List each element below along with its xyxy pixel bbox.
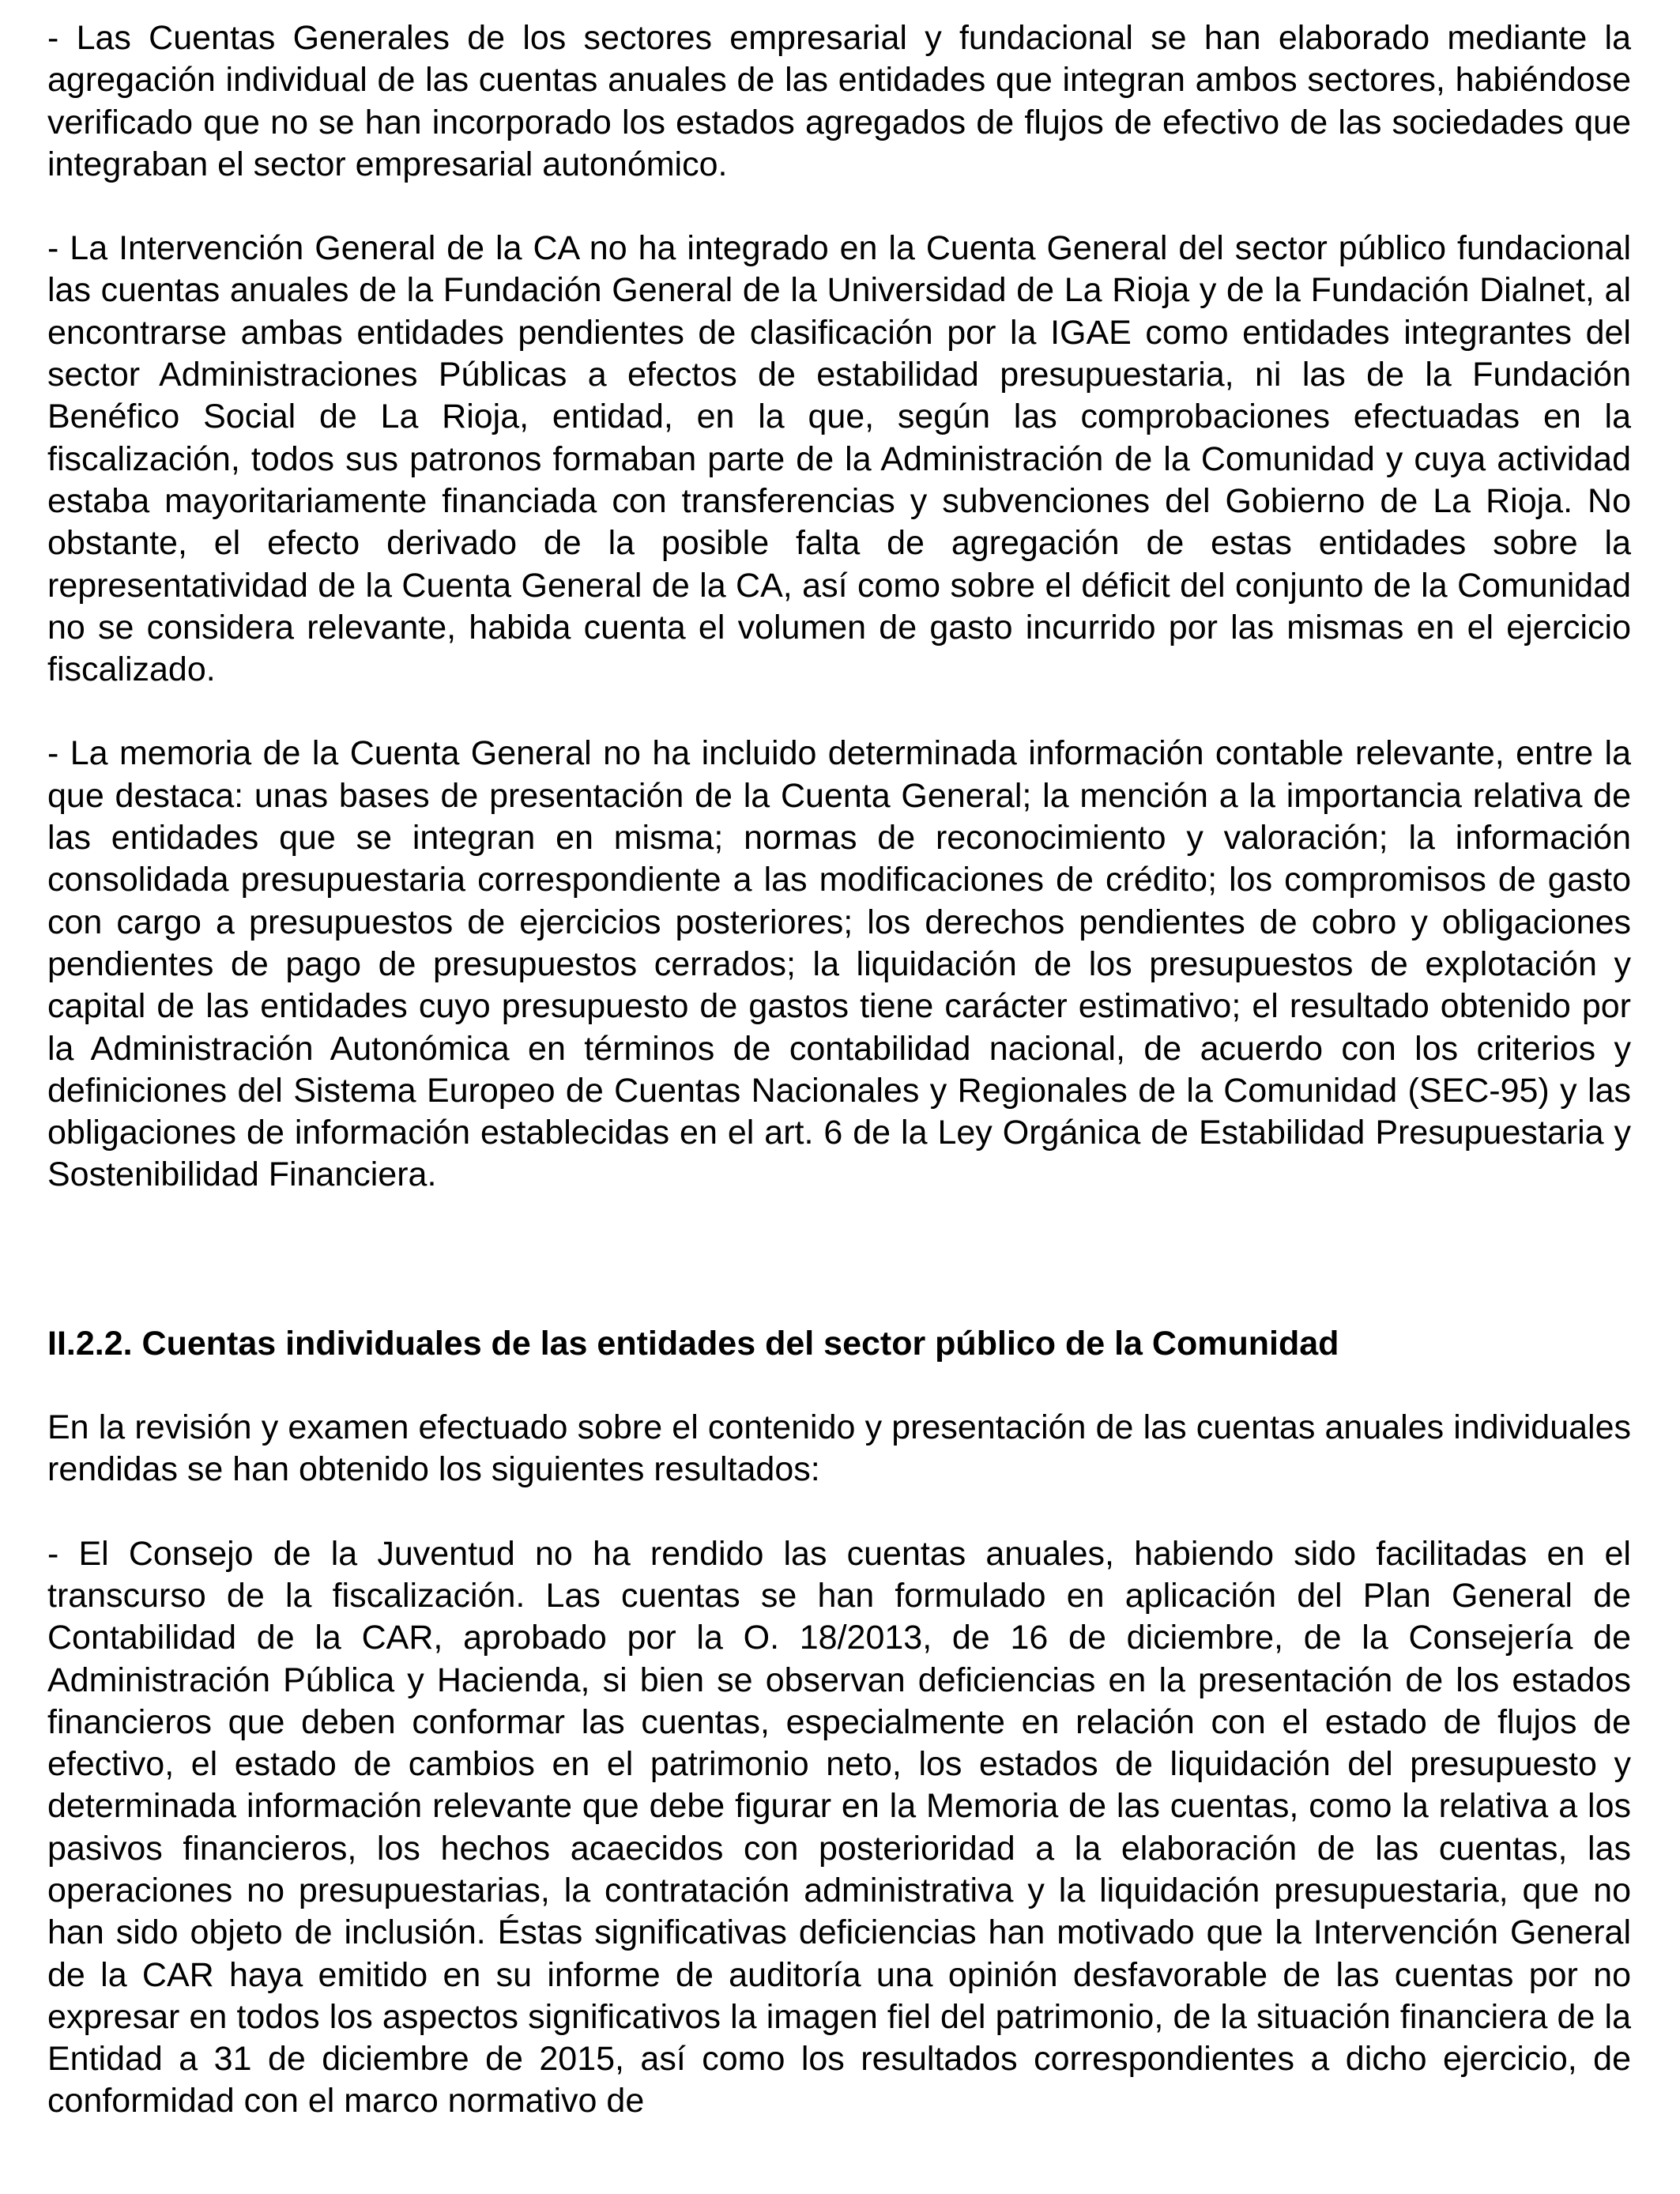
paragraph-spacer xyxy=(47,691,1631,733)
paragraph-consejo-juventud: - El Consejo de la Juventud no ha rendido las cuentas anuales, habiendo sido facilitadas en el transcurso de la fiscalización. Las cuentas se han formulado en aplicación del Plan General de Contabilidad de la CAR, aprobado por la O. 18/2013, de 16 de diciembre, de la Consejería de Administración Pública y Hacienda, si bien se observan deficiencias en la presentación de los estados financieros que deben conformar las cuentas, especialmente en relación con el estado de flujos de efectivo, el estado de cambios en el patrimonio neto, los estados de liquidación del presupuesto y determinada información relevante que debe figurar en la Memoria de las cuentas, como la relativa a los pasivos financieros, los hechos acaecidos con posterioridad a la elaboración de las cuentas, las operaciones no presupuestarias, la contratación administrativa y la liquidación presupuestaria, que no han sido objeto de inclusión. Éstas significativas deficiencias han motivado que la Intervención General de la CAR haya emitido en su informe de auditoría una opinión desfavorable de las cuentas por no expresar en todos los aspectos significativos la imagen fiel del patrimonio, de la situación financiera de la Entidad a 31 de diciembre de 2015, así como los resultados correspondientes a dicho ejercicio, de conformidad con el marco normativo de xyxy=(47,1534,1631,2120)
section-spacer xyxy=(47,1197,1631,1323)
paragraph-spacer xyxy=(47,186,1631,228)
paragraph-revision-examen: En la revisión y examen efectuado sobre el contenido y presentación de las cuentas anuales individuales rendidas se han obtenido los siguientes resultados: xyxy=(47,1408,1631,1489)
paragraph-memoria-cuenta-general: - La memoria de la Cuenta General no ha incluido determinada información contable relevante, entre la que destaca: unas bases de presentación de la Cuenta General; la mención a la importancia relativa de las entidades que se integran en misma; normas de reconocimiento y valoración; la información consolidada presupuestaria correspondiente a las modificaciones de crédito; los compromisos de gasto con cargo a presupuestos de ejercicios posteriores; los derechos pendientes de cobro y obligaciones pendientes de pago de presupuestos cerrados; la liquidación de los presupuestos de explotación y capital de las entidades cuyo presupuesto de gastos tiene carácter estimativo; el resultado obtenido por la Administración Autonómica en términos de contabilidad nacional, de acuerdo con los criterios y definiciones del Sistema Europeo de Cuentas Nacionales y Regionales de la Comunidad (SEC-95) y las obligaciones de información establecidas en el art. 6 de la Ley Orgánica de Estabilidad Presupuestaria y Sostenibilidad Financiera. xyxy=(47,734,1631,1194)
document-page xyxy=(47,17,1631,2123)
paragraph-spacer xyxy=(47,1365,1631,1407)
paragraph-fundaciones-no-integradas: - La Intervención General de la CA no ha integrado en la Cuenta General del sector público fundacional las cuentas anuales de la Fundación General de la Universidad de La Rioja y de la Fundación Dialnet, al encontrarse ambas entidades pendientes de clasificación por la IGAE como entidades integrantes del sector Administraciones Públicas a efectos de estabilidad presupuestaria, ni las de la Fundación Benéfico Social de La Rioja, entidad, en la que, según las comprobaciones efectuadas en la fiscalización, todos sus patronos formaban parte de la Administración de la Comunidad y cuya actividad estaba mayoritariamente financiada con transferencias y subvenciones del Gobierno de La Rioja. No obstante, el efecto derivado de la posible falta de agregación de estas entidades sobre la representatividad de la Cuenta General de la CA, así como sobre el déficit del conjunto de la Comunidad no se considera relevante, habida cuenta el volumen de gasto incurrido por las mismas en el ejercicio fiscalizado. xyxy=(47,229,1631,689)
paragraph-spacer xyxy=(47,1491,1631,1533)
section-heading: II.2.2. Cuentas individuales de las entidades del sector público de la Comunidad xyxy=(47,1324,1339,1363)
paragraph-cuentas-generales-agregacion: - Las Cuentas Generales de los sectores empresarial y fundacional se han elaborado mediante la agregación individual de las cuentas anuales de las entidades que integran ambos sectores, habiéndose verificado que no se han incorporado los estados agregados de flujos de efectivo de las sociedades que integraban el sector empresarial autonómico. xyxy=(47,19,1631,183)
